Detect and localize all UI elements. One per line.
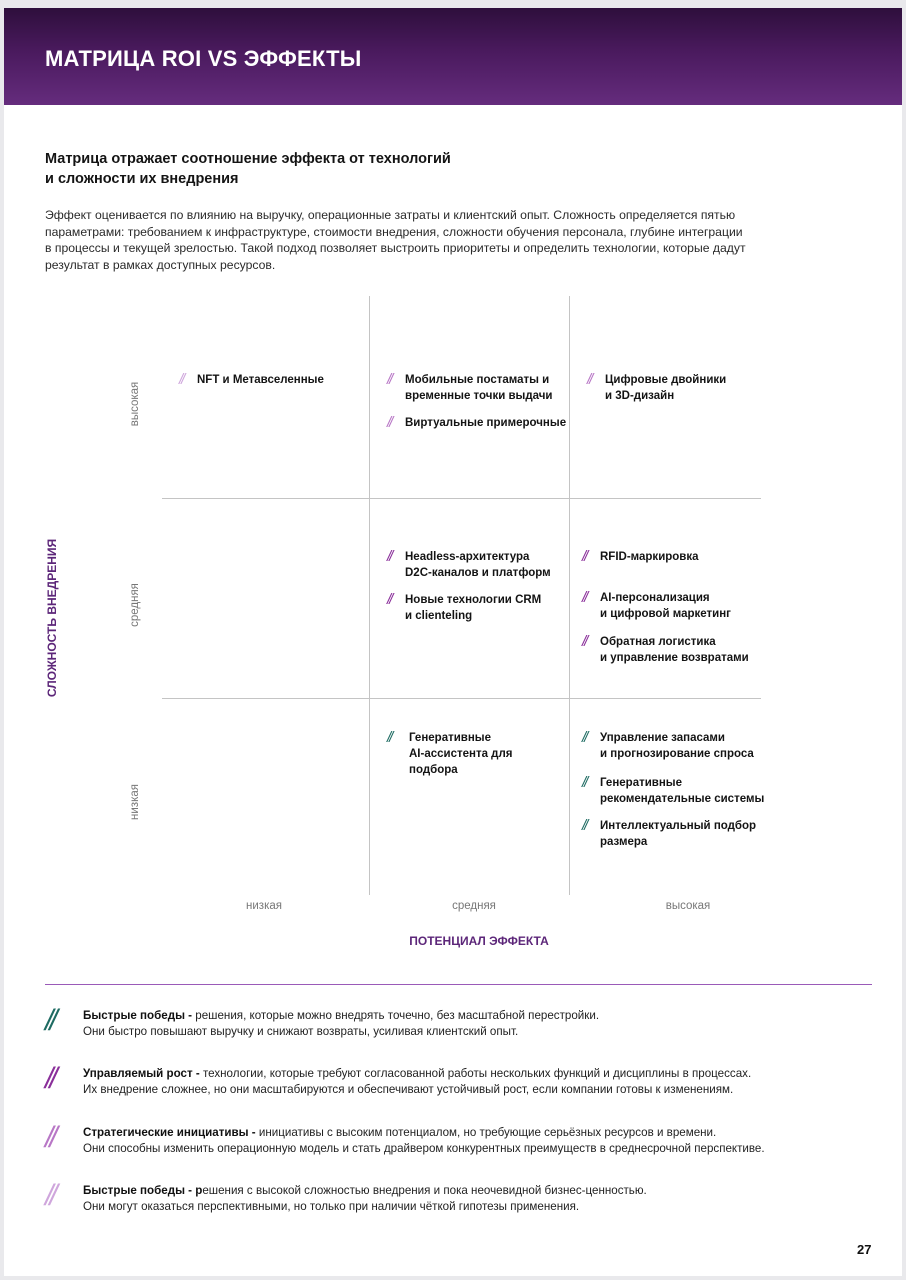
matrix-item bbox=[582, 818, 756, 850]
legend-text: ешения с высокой сложностью внедрения и пока неочевидной бизнес-ценностью. bbox=[202, 1184, 647, 1197]
x-label-high: высокая bbox=[665, 900, 711, 912]
item-line: Цифровые двойники bbox=[605, 374, 727, 386]
slash-marker-icon: // bbox=[387, 548, 392, 565]
slash-marker-icon: // bbox=[582, 548, 587, 565]
matrix-item bbox=[582, 549, 699, 565]
intro-paragraph bbox=[45, 207, 845, 273]
grid-line-horizontal bbox=[162, 498, 761, 499]
x-label-mid: средняя bbox=[452, 900, 496, 912]
item-line: NFT и Метавселенные bbox=[197, 374, 324, 386]
item-line: D2C-каналов и платформ bbox=[405, 567, 551, 579]
item-line: Виртуальные примерочные bbox=[405, 417, 567, 429]
legend-title: Управляемый рост - bbox=[83, 1067, 200, 1080]
grid-line-vertical bbox=[569, 296, 570, 895]
subtitle-line: и сложности их внедрения bbox=[45, 171, 239, 187]
header-banner bbox=[4, 8, 902, 105]
item-line: Новые технологии CRM bbox=[405, 594, 542, 606]
item-line: Обратная логистика bbox=[600, 636, 716, 648]
legend-text: технологии, которые требуют согласованной работы нескольких функций и дисциплины в процессах. bbox=[199, 1067, 752, 1080]
matrix-item bbox=[387, 415, 566, 431]
item-line: Headless-архитектура bbox=[405, 551, 530, 563]
matrix-item bbox=[387, 730, 513, 778]
item-line: и clienteling bbox=[405, 610, 473, 622]
page-number: 27 bbox=[857, 1242, 872, 1257]
legend-text-line2: Их внедрение сложнее, но они масштабируются и обеспечивают устойчивый рост, если компании готовы к изменениям. bbox=[83, 1082, 734, 1096]
matrix-item bbox=[582, 775, 764, 807]
slash-marker-icon: // bbox=[45, 1121, 54, 1154]
matrix-item bbox=[582, 634, 749, 666]
slash-marker-icon: // bbox=[582, 589, 587, 606]
legend-title: Быстрые победы - р bbox=[83, 1184, 203, 1197]
slash-marker-icon: // bbox=[582, 729, 587, 746]
item-line: RFID-маркировка bbox=[600, 551, 699, 563]
subtitle-line: Матрица отражает соотношение эффекта от технологий bbox=[45, 151, 451, 167]
item-line: рекомендательные системы bbox=[600, 793, 765, 805]
legend-text-line2: Они могут оказаться перспективными, но только при наличии чёткой гипотезы применения. bbox=[83, 1199, 580, 1213]
legend-text: инициативы с высоким потенциалом, но требующие серьёзных ресурсов и времени. bbox=[255, 1126, 717, 1139]
intro-line: в процессы и текущей зрелостью. Такой подход позволяет выстроить приоритеты и определить технологии, которые дадут bbox=[45, 241, 746, 255]
y-label-mid: средняя bbox=[129, 583, 141, 627]
matrix-item bbox=[179, 372, 324, 388]
intro-line: параметрами: требованием к инфраструктуре, стоимости внедрения, сложности обучения персонала, глубине интеграции bbox=[45, 224, 743, 239]
y-label-high: высокая bbox=[129, 381, 141, 427]
grid-line-horizontal bbox=[162, 698, 761, 699]
matrix-item bbox=[582, 730, 754, 762]
intro-line: результат в рамках доступных ресурсов. bbox=[45, 257, 276, 272]
slash-marker-icon: // bbox=[387, 729, 392, 746]
slash-marker-icon: // bbox=[45, 1179, 54, 1212]
item-line: размера bbox=[600, 836, 648, 848]
slash-marker-icon: // bbox=[387, 591, 392, 608]
y-axis-title: СЛОЖНОСТЬ ВНЕДРЕНИЯ bbox=[45, 538, 59, 698]
item-line: и прогнозирование спроса bbox=[600, 748, 754, 760]
slash-marker-icon: // bbox=[582, 817, 587, 834]
section-subtitle bbox=[45, 149, 565, 189]
item-line: Генеративные bbox=[409, 732, 492, 744]
y-label-low: низкая bbox=[129, 784, 141, 820]
matrix-item bbox=[587, 372, 726, 404]
item-line: Интеллектуальный подбор bbox=[600, 820, 757, 832]
page-title: МАТРИЦА ROI VS ЭФФЕКТЫ bbox=[45, 46, 362, 71]
matrix-item bbox=[387, 549, 551, 581]
matrix-item bbox=[387, 592, 541, 624]
x-label-low: низкая bbox=[246, 900, 282, 912]
legend-title: Стратегические инициативы - bbox=[83, 1126, 256, 1139]
item-line: AI-персонализация bbox=[600, 592, 710, 604]
legend-text-line2: Они способны изменить операционную модель и стать драйвером конкурентных преимуществ в среднесрочной перспективе. bbox=[83, 1141, 765, 1155]
matrix-item bbox=[387, 372, 553, 404]
slash-marker-icon: // bbox=[45, 1004, 54, 1037]
item-line: временные точки выдачи bbox=[405, 390, 553, 402]
legend-text-line2: Они быстро повышают выручку и снижают возвраты, усиливая клиентский опыт. bbox=[83, 1024, 519, 1038]
page bbox=[4, 8, 902, 1276]
item-line: Генеративные bbox=[600, 777, 683, 789]
slash-marker-icon: // bbox=[587, 371, 592, 388]
slash-marker-icon: // bbox=[179, 371, 184, 388]
matrix-item bbox=[582, 590, 731, 622]
item-line: и 3D-дизайн bbox=[605, 390, 675, 402]
item-line: Мобильные постаматы и bbox=[405, 374, 550, 386]
slash-marker-icon: // bbox=[582, 774, 587, 791]
intro-line: Эффект оценивается по влиянию на выручку, операционные затраты и клиентский опыт. Сложность определяется пятью bbox=[45, 208, 736, 222]
slash-marker-icon: // bbox=[387, 414, 392, 431]
item-line: Управление запасами bbox=[600, 732, 725, 744]
legend-text: решения, которые можно внедрять точечно, без масштабной перестройки. bbox=[192, 1009, 600, 1022]
item-line: и управление возвратами bbox=[600, 652, 749, 664]
section-divider bbox=[45, 984, 872, 985]
item-line: подбора bbox=[409, 764, 458, 776]
x-axis-title: ПОТЕНЦИАЛ ЭФФЕКТА bbox=[409, 934, 549, 948]
slash-marker-icon: // bbox=[582, 633, 587, 650]
slash-marker-icon: // bbox=[45, 1062, 54, 1095]
legend-title: Быстрые победы - bbox=[83, 1009, 193, 1022]
item-line: AI-ассистента для bbox=[409, 748, 513, 760]
item-line: и цифровой маркетинг bbox=[600, 608, 731, 620]
grid-line-vertical bbox=[369, 296, 370, 895]
slash-marker-icon: // bbox=[387, 371, 392, 388]
